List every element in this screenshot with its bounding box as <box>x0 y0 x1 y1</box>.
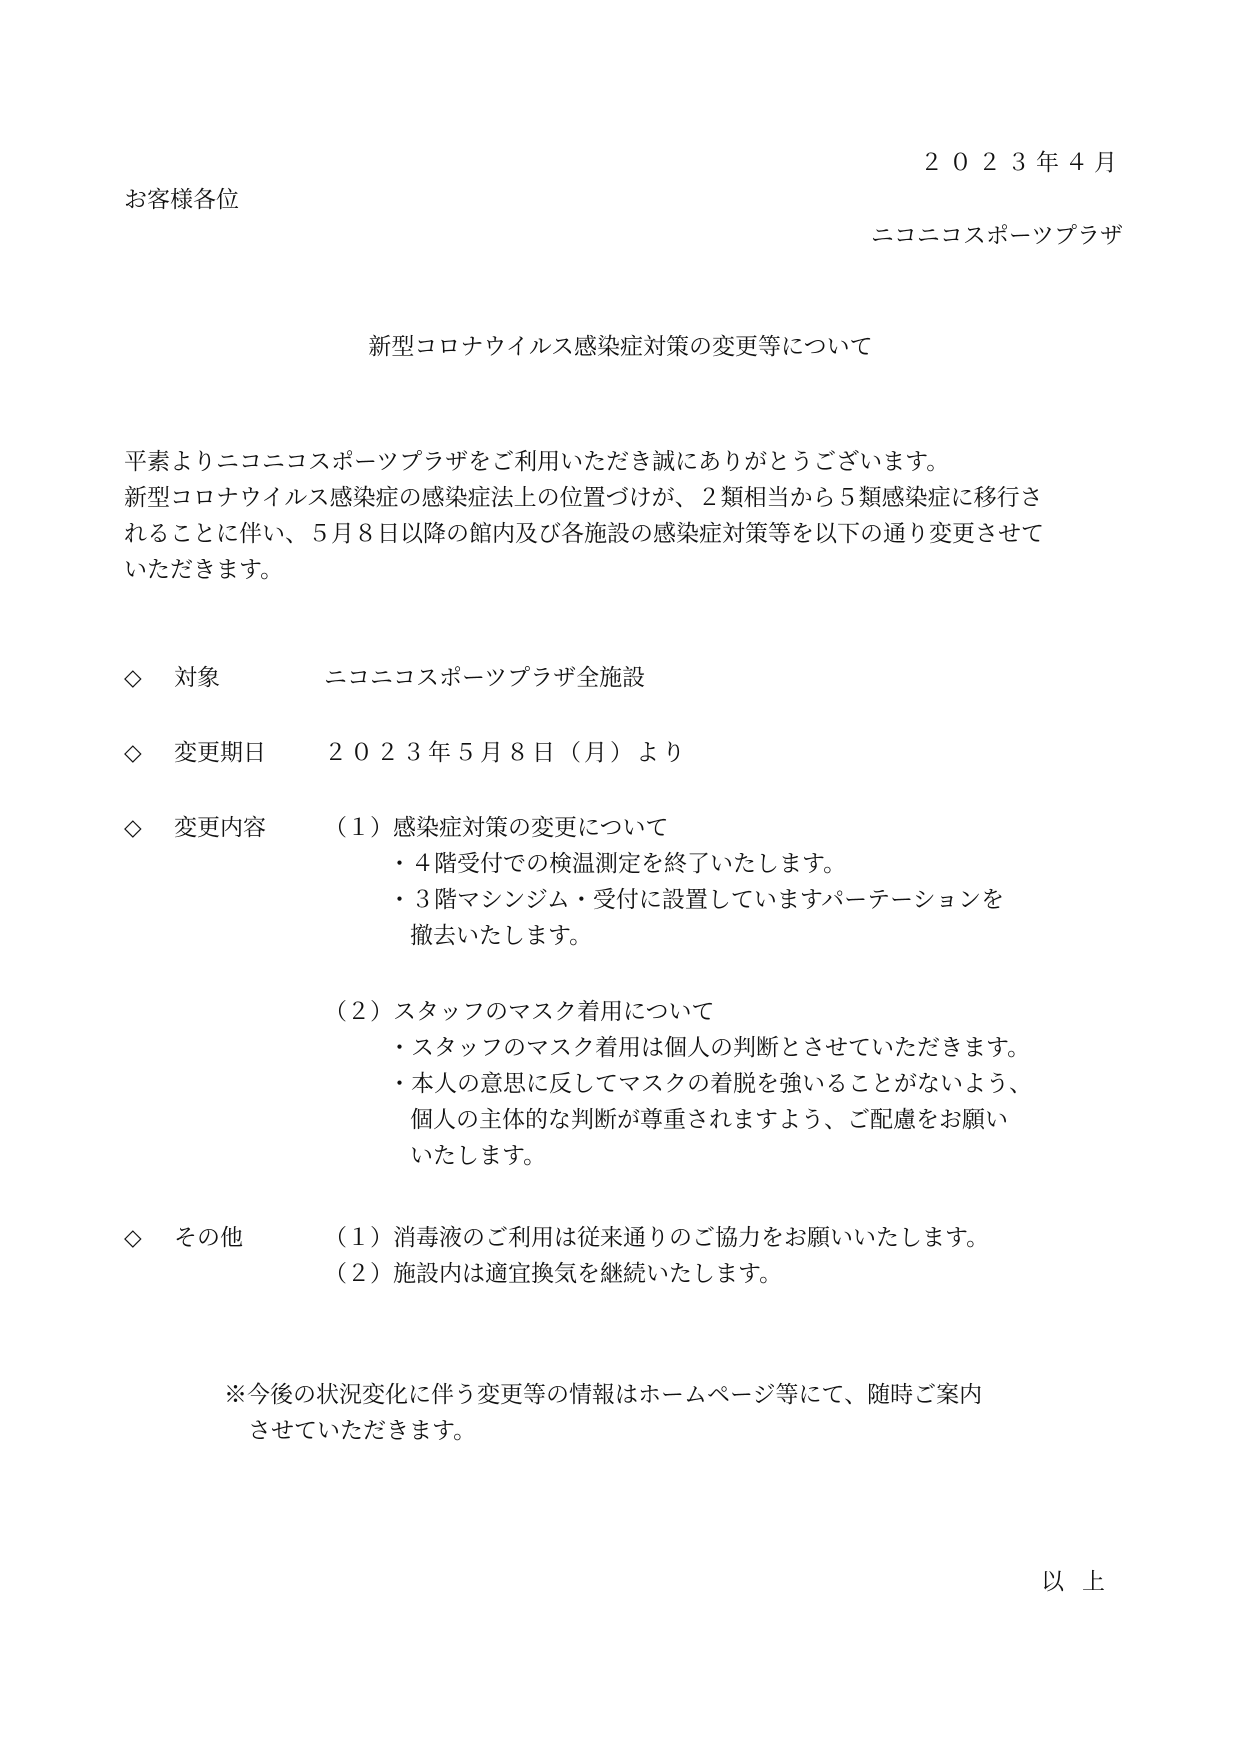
target-value: ニコニコスポーツプラザ全施設 <box>324 665 646 691</box>
intro-paragraph <box>124 444 1124 588</box>
diamond-icon: ◇ <box>124 665 142 691</box>
section-other <box>124 1220 1124 1292</box>
intro-line: 平素よりニコニコスポーツプラザをご利用いただき誠にありがとうございます。 <box>124 449 950 475</box>
section-value <box>324 810 1144 1174</box>
notice-note <box>224 1377 982 1449</box>
spacer <box>324 954 1144 994</box>
bullet-item: ・４階受付での検温測定を終了いたします。 <box>388 851 847 877</box>
other-item: （２）施設内は適宜換気を継続いたします。 <box>324 1261 783 1287</box>
diamond-icon: ◇ <box>124 815 142 841</box>
issue-date: ２０２３年４月 <box>920 150 1123 176</box>
note-line: ※今後の状況変化に伴う変更等の情報はホームページ等にて、随時ご案内 <box>224 1382 983 1408</box>
section-value <box>324 735 1144 771</box>
diamond-icon: ◇ <box>124 740 142 766</box>
bullet-item-continued: いたします。 <box>410 1143 547 1169</box>
section-content <box>124 810 1124 1190</box>
section-value <box>324 660 1144 696</box>
section-value <box>324 1220 1144 1292</box>
note-line: させていただきます。 <box>248 1418 477 1444</box>
section-label: その他 <box>174 1225 243 1251</box>
closing-remark: 以上 <box>1041 1569 1123 1595</box>
section-label: 変更内容 <box>174 815 266 841</box>
bullet-item: ・スタッフのマスク着用は個人の判断とさせていただきます。 <box>388 1035 1031 1061</box>
bullet-item-continued: 個人の主体的な判断が尊重されますよう、ご配慮をお願い <box>410 1107 1008 1133</box>
intro-line: 新型コロナウイルス感染症の感染症法上の位置づけが、２類相当から５類感染症に移行さ <box>124 485 1043 511</box>
change-date-value: ２０２３年５月８日（月）より <box>324 740 688 766</box>
section-date <box>124 735 1124 771</box>
section-target <box>124 660 1124 696</box>
bullet-item: ・３階マシンジム・受付に設置していますパーテーションを <box>388 887 1005 913</box>
other-item: （１）消毒液のご利用は従来通りのご協力をお願いいたします。 <box>324 1225 990 1251</box>
section-label: 対象 <box>174 665 220 691</box>
item-heading: （２）スタッフのマスク着用について <box>324 999 715 1025</box>
bullet-item: ・本人の意思に反してマスクの着脱を強いることがないよう、 <box>388 1071 1032 1097</box>
item-heading: （１）感染症対策の変更について <box>324 815 669 841</box>
addressee: お客様各位 <box>124 187 239 213</box>
bullet-item-continued: 撤去いたします。 <box>410 923 593 949</box>
document-title: 新型コロナウイルス感染症対策の変更等について <box>368 334 873 360</box>
issuer-name: ニコニコスポーツプラザ <box>870 223 1123 249</box>
intro-line: いただきます。 <box>124 557 284 583</box>
diamond-icon: ◇ <box>124 1225 142 1251</box>
section-label: 変更期日 <box>174 740 266 766</box>
intro-line: れることに伴い、５月８日以降の館内及び各施設の感染症対策等を以下の通り変更させて <box>124 521 1044 547</box>
